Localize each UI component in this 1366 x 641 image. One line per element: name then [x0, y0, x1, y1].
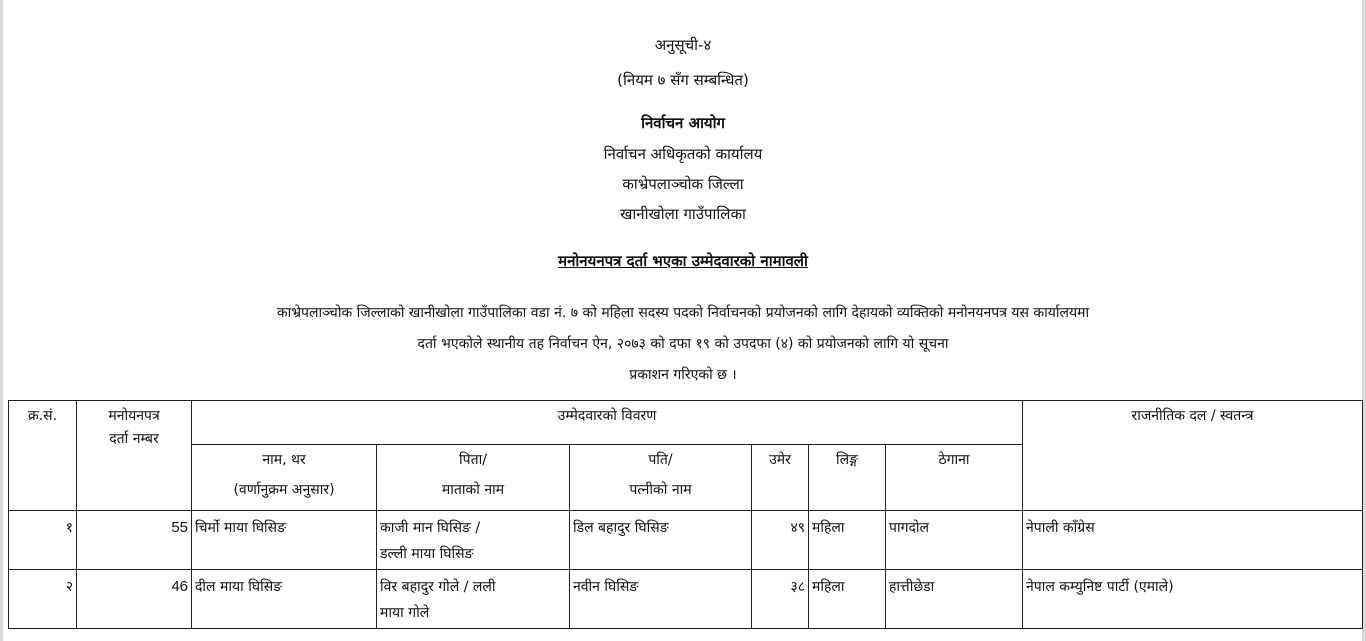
header-candidate-details: उम्मेदवारको विवरण	[192, 401, 1023, 445]
cell-serial-number: १	[9, 511, 77, 570]
cell-address: पागदोल	[886, 511, 1023, 570]
cell-age: ४९	[752, 511, 809, 570]
header-gender: लिङ्ग	[809, 445, 886, 511]
cell-registration-number: 55	[77, 511, 192, 570]
cell-registration-number: 46	[77, 570, 192, 629]
table-row	[9, 570, 1363, 629]
cell-party: नेपाल कम्युनिष्ट पार्टी (एमाले)	[1023, 570, 1363, 629]
cell-parents: विर बहादुर गोले / लली माया गोले	[377, 570, 570, 629]
cell-name: दील माया घिसिङ	[192, 570, 377, 629]
office-name: निर्वाचन अधिकृतको कार्यालय	[603, 145, 763, 163]
header-spouse-line2: पत्नीको नाम	[629, 482, 692, 498]
rule-reference: (नियम ७ सँग सम्बन्धित)	[617, 71, 749, 89]
table-row	[9, 511, 1363, 570]
header-reg-line1: मनोयनपत्र	[108, 408, 160, 424]
candidate-table	[8, 400, 1363, 629]
header-address: ठेगाना	[886, 445, 1023, 511]
header-parents	[377, 445, 570, 511]
header-name	[192, 445, 377, 511]
header-registration-number	[77, 401, 192, 511]
cell-name: चिर्मो माया घिसिङ	[192, 511, 377, 570]
list-title: मनोनयनपत्र दर्ता भएका उम्मेदवारको नामावली	[558, 252, 808, 270]
schedule-label: अनुसूची-४	[654, 36, 712, 54]
header-age: उमेर	[752, 445, 809, 511]
cell-age: ३८	[752, 570, 809, 629]
notice-line-1: काभ्रेपलाञ्चोक जिल्लाको खानीखोला गाउँपालिका वडा नं. ७ को महिला सदस्य पदको निर्वाचनको प्रयोजनको लागि देहायको व्यक्तिको मनोनयनपत्र यस कार्यालयमा	[276, 305, 1090, 321]
cell-spouse: नवीन घिसिङ	[570, 570, 752, 629]
commission-title: निर्वाचन आयोग	[641, 114, 725, 132]
header-spouse-line1: पति/	[648, 452, 673, 468]
cell-gender: महिला	[809, 570, 886, 629]
header-name-line2: (वर्णानुक्रम अनुसार)	[233, 482, 335, 498]
header-reg-line2: दर्ता नम्बर	[109, 431, 159, 447]
header-parent-line2: माताको नाम	[441, 482, 505, 498]
municipality-name: खानीखोला गाउँपालिका	[620, 205, 746, 223]
notice-line-2: दर्ता भएकोले स्थानीय तह निर्वाचन ऐन, २०७३ को दफा १९ को उपदफा (४) को प्रयोजनको लागि यो सूचना	[417, 336, 949, 352]
header-name-line1: नाम, थर	[262, 452, 306, 468]
district-name: काभ्रेपलाञ्चोक जिल्ला	[622, 175, 744, 193]
cell-spouse: डिल बहादुर घिसिङ	[570, 511, 752, 570]
cell-gender: महिला	[809, 511, 886, 570]
header-spouse	[570, 445, 752, 511]
table-header-row-1	[9, 401, 1363, 445]
header-parent-line1: पिता/	[459, 452, 487, 468]
cell-address: हात्तीछेडा	[886, 570, 1023, 629]
notice-line-3: प्रकाशन गरिएको छ ।	[629, 367, 737, 383]
header-serial-number: क्र.सं.	[9, 401, 77, 511]
header-party: राजनीतिक दल / स्वतन्त्र	[1023, 401, 1363, 511]
cell-party: नेपाली काँग्रेस	[1023, 511, 1363, 570]
cell-parents: काजी मान घिसिङ / डल्ली माया घिसिङ	[377, 511, 570, 570]
cell-serial-number: २	[9, 570, 77, 629]
